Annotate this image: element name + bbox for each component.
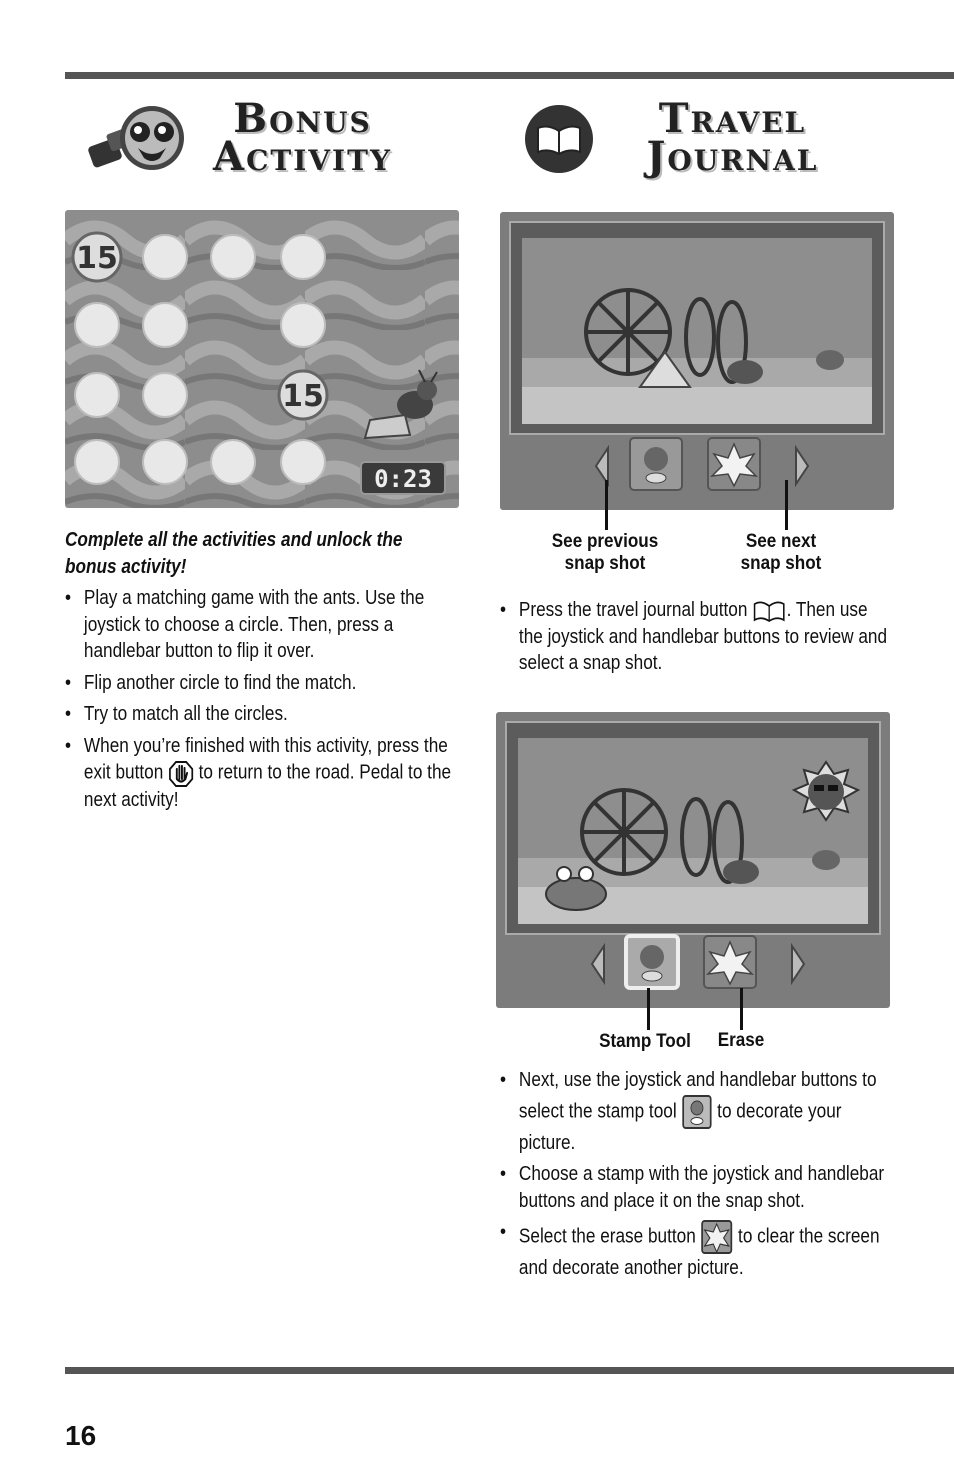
journal-instructions-2 — [500, 1062, 891, 1282]
page-number: 16 — [65, 1420, 97, 1451]
bullet-text: When you’re finished with this activity, press the exit button — [83, 734, 448, 784]
bonus-game-screenshot — [65, 210, 459, 508]
bonus-activity-title: Bonus Activity — [213, 95, 392, 180]
list-item — [65, 733, 452, 814]
hand-stop-icon — [168, 759, 194, 787]
stamp-icon — [681, 1094, 712, 1130]
bullet-text: Press the travel journal button — [518, 599, 753, 621]
journal-instructions-1 — [500, 592, 891, 677]
bonus-instructions — [65, 527, 452, 814]
list-item — [500, 597, 891, 677]
caption-see-previous: See previous snap shot — [551, 531, 659, 574]
pointer-line — [740, 988, 743, 1030]
caption-erase: Erase — [717, 1030, 765, 1051]
book-icon — [524, 104, 594, 174]
bullet-text: to decorate your picture. — [518, 1099, 842, 1154]
journal-browse-screenshot — [500, 212, 894, 510]
pointer-line — [647, 988, 650, 1030]
book-icon — [752, 598, 786, 624]
bottom-rule — [65, 1367, 954, 1374]
bullet-text: Select the erase button — [518, 1225, 701, 1248]
erase-icon — [701, 1219, 734, 1255]
list-item: • Play a matching game with the ants. Use the joystick to choose a circle. Then, press a handlebar button to flip it over. — [65, 585, 452, 665]
pointer-line — [785, 480, 788, 530]
card-number: 15 — [76, 241, 118, 276]
list-item: • Choose a stamp with the joystick and handlebar buttons and place it on the snap shot. — [500, 1161, 891, 1214]
caption-see-next: See next snap shot — [740, 531, 822, 574]
bullet-text: Next, use the joystick and handlebar buttons to select the stamp tool — [518, 1069, 877, 1122]
journal-decorate-screenshot — [496, 712, 890, 1008]
top-rule — [65, 72, 954, 79]
bullet-text: to clear the screen and decorate another picture. — [518, 1225, 880, 1279]
binoculars-icon — [88, 100, 188, 178]
sun-stamp — [794, 762, 858, 820]
list-item — [500, 1067, 891, 1156]
pointer-line — [605, 480, 608, 530]
bullet-text: . Then use the joystick and handlebar buttons to review and select a snap shot. — [518, 599, 888, 675]
card-number: 15 — [282, 379, 324, 414]
caption-stamp-tool: Stamp Tool — [599, 1031, 691, 1052]
list-item: • Flip another circle to find the match. — [65, 670, 452, 697]
bonus-bullet-list — [65, 585, 452, 814]
bonus-intro: Complete all the activities and unlock the bonus activity! — [65, 529, 403, 578]
list-item: • Try to match all the circles. — [65, 701, 452, 728]
bullet-text: to return to the road. Pedal to the next activity! — [83, 761, 452, 811]
travel-journal-title: Travel Journal — [646, 95, 819, 180]
list-item — [500, 1219, 891, 1282]
game-timer: 0:23 — [374, 465, 432, 493]
